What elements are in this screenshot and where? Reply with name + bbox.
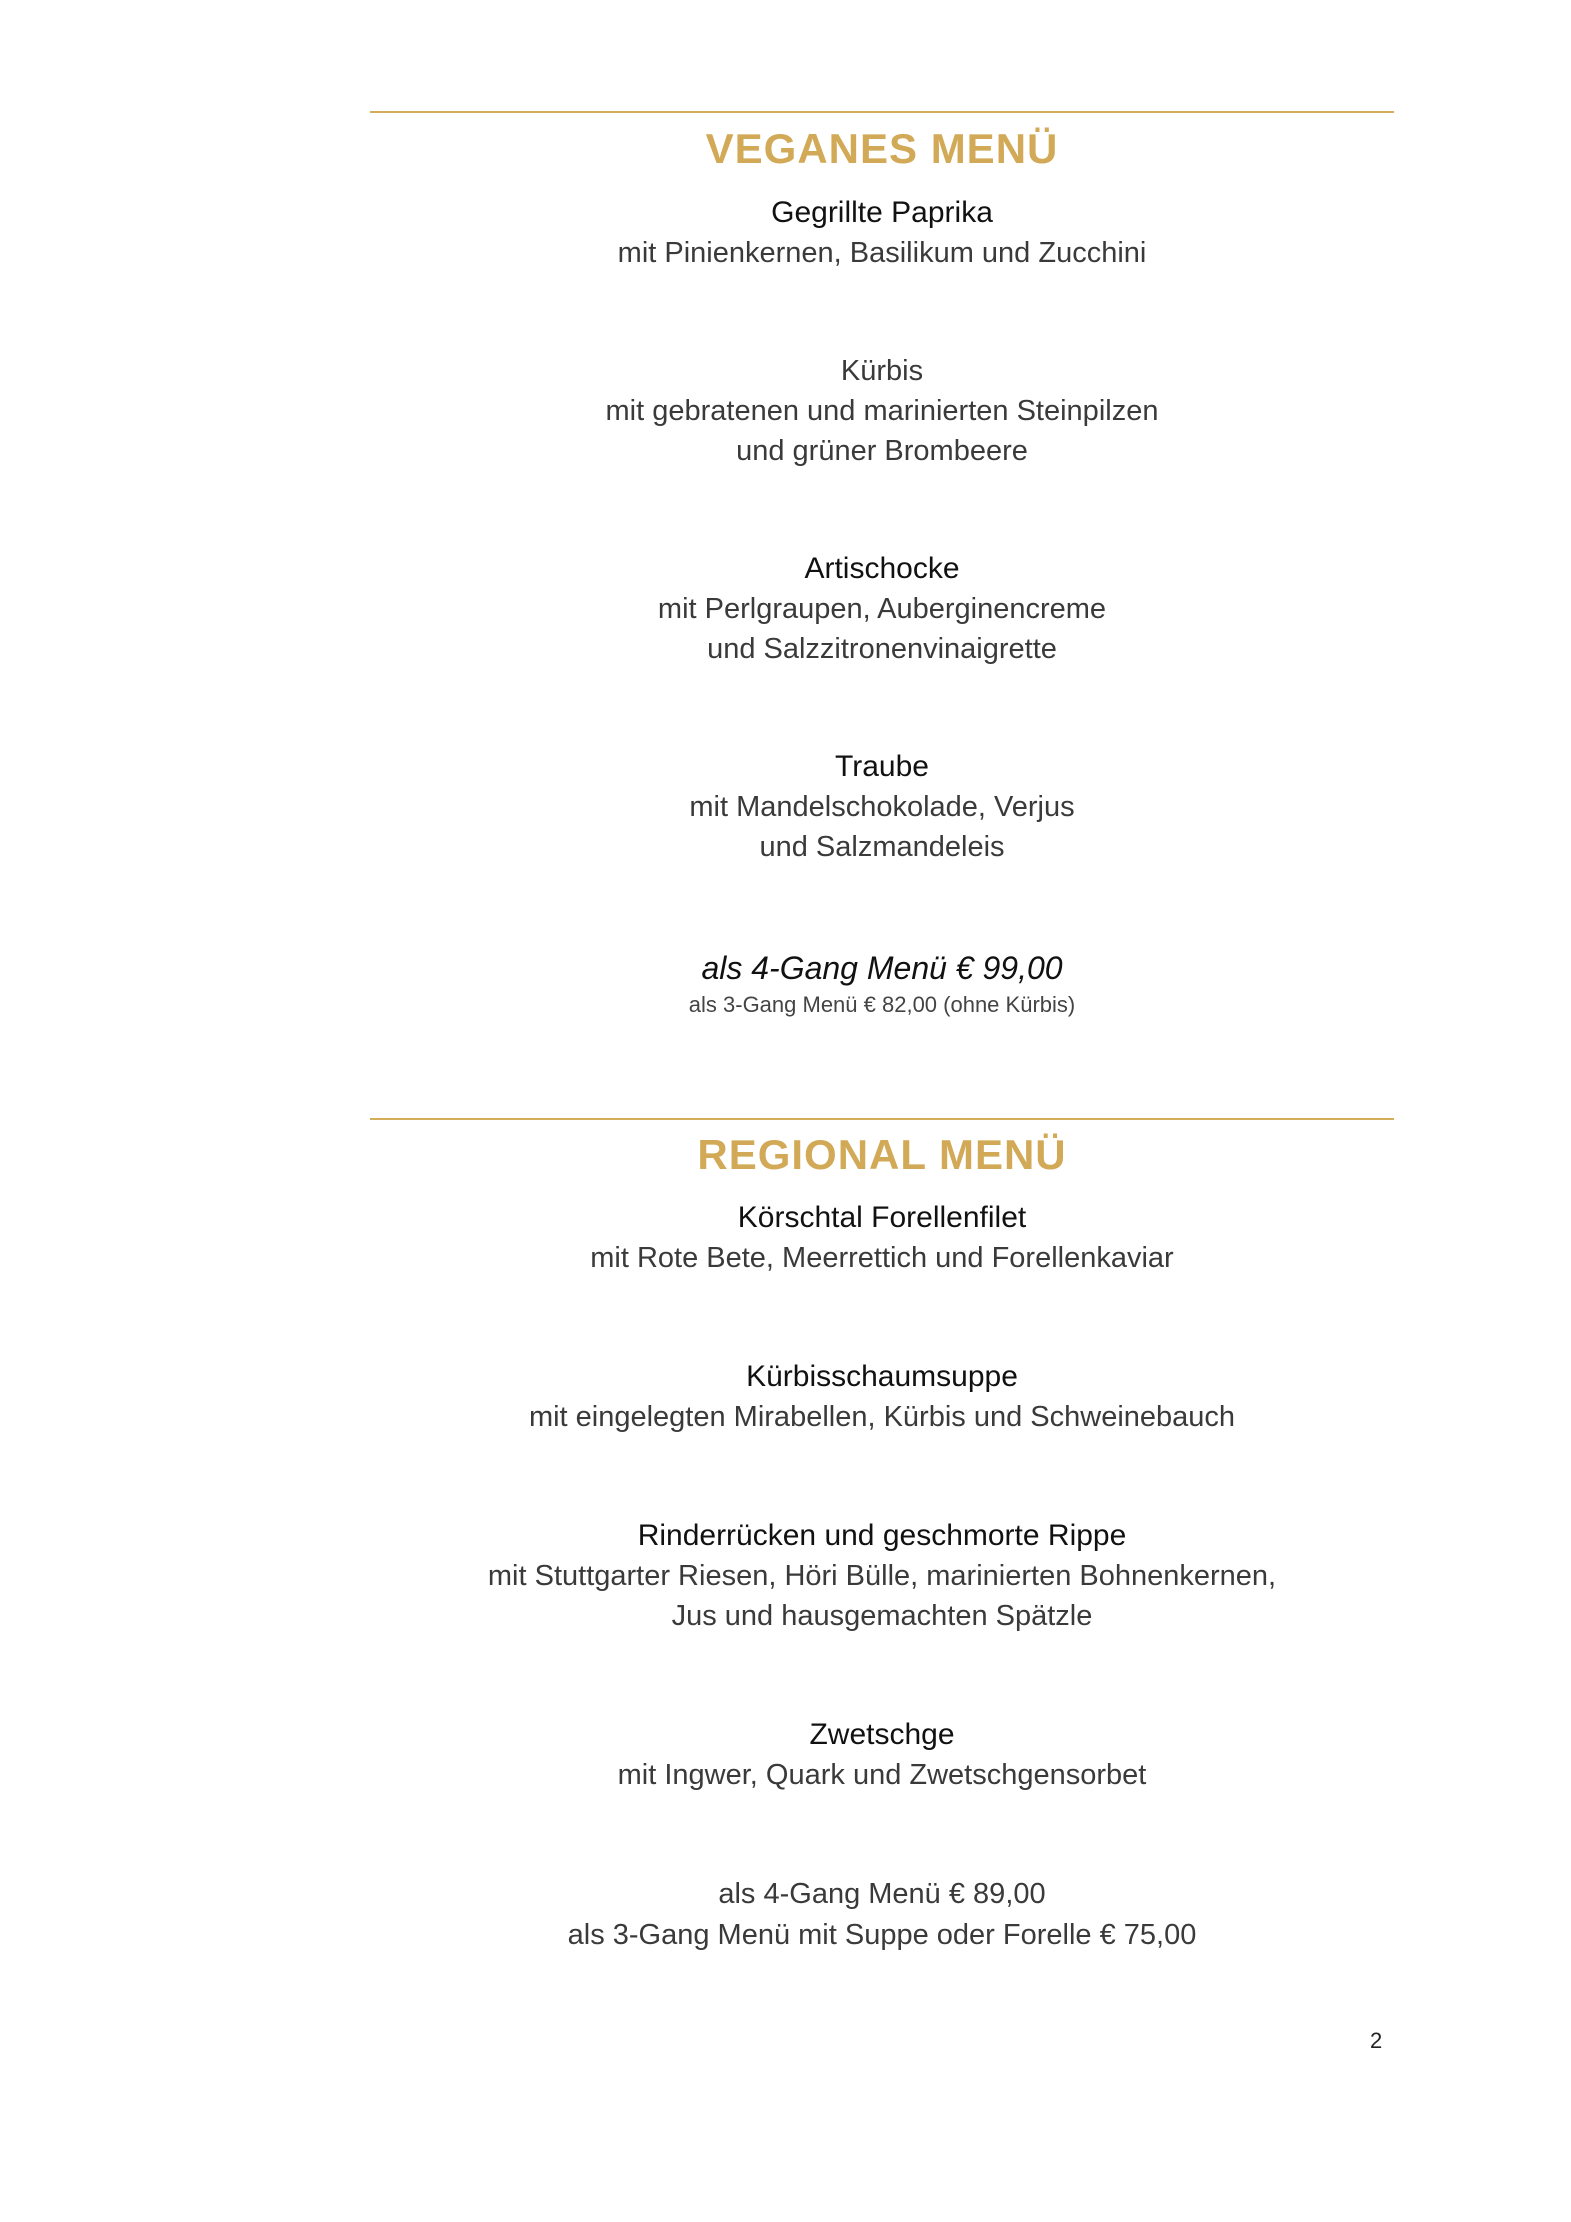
course-description-line: Jus und hausgemachten Spätzle <box>671 1600 1093 1632</box>
course-name: Gegrillte Paprika <box>771 196 993 229</box>
regional-menu-title: REGIONAL MENÜ <box>697 1131 1067 1178</box>
course-description-line: mit gebratenen und marinierten Steinpilzen <box>605 395 1159 427</box>
course-description-line: mit Stuttgarter Riesen, Höri Bülle, marinierten Bohnenkernen, <box>487 1560 1277 1592</box>
regional-course-4 <box>370 1715 1394 1795</box>
price-main: als 4-Gang Menü € 99,00 <box>701 950 1063 986</box>
course-name: Kürbis <box>840 355 924 387</box>
regional-course-3 <box>370 1516 1394 1636</box>
course-name: Artischocke <box>804 552 960 585</box>
course-description-line: mit eingelegten Mirabellen, Kürbis und Schweinebauch <box>528 1401 1236 1433</box>
vegan-course-1 <box>370 193 1394 273</box>
course-description-line: mit Pinienkernen, Basilikum und Zucchini <box>617 237 1147 269</box>
course-name: Körschtal Forellenfilet <box>737 1201 1027 1234</box>
regional-price-block <box>370 1874 1394 1956</box>
vegan-course-3 <box>370 549 1394 669</box>
page-number: 2 <box>1370 2028 1383 2053</box>
vegan-section-divider <box>370 111 1394 113</box>
vegan-course-2 <box>370 351 1394 471</box>
course-name: Zwetschge <box>809 1718 955 1751</box>
course-name: Rinderrücken und geschmorte Rippe <box>637 1519 1127 1552</box>
course-description-line: mit Rote Bete, Meerrettich und Forellenkaviar <box>590 1242 1174 1274</box>
price-main: als 4-Gang Menü € 89,00 <box>718 1878 1046 1910</box>
course-description-line: und Salzmandeleis <box>759 831 1005 863</box>
course-name: Traube <box>835 750 929 783</box>
regional-section-divider <box>370 1118 1394 1120</box>
regional-course-2 <box>370 1357 1394 1437</box>
course-description-line: mit Perlgraupen, Auberginencreme <box>657 593 1107 625</box>
course-description-line: mit Ingwer, Quark und Zwetschgensorbet <box>617 1759 1147 1791</box>
course-description-line: mit Mandelschokolade, Verjus <box>689 791 1075 823</box>
vegan-price-block <box>370 947 1394 1021</box>
course-description-line: und Salzzitronenvinaigrette <box>707 633 1057 665</box>
price-alt: als 3-Gang Menü mit Suppe oder Forelle € 75,00 <box>567 1919 1197 1951</box>
course-description-line: und grüner Brombeere <box>736 435 1028 467</box>
regional-course-1 <box>370 1198 1394 1278</box>
course-name: Kürbisschaumsuppe <box>746 1360 1018 1393</box>
vegan-course-4 <box>370 747 1394 867</box>
price-alt: als 3-Gang Menü € 82,00 (ohne Kürbis) <box>688 992 1076 1017</box>
vegan-menu-title: VEGANES MENÜ <box>705 125 1059 172</box>
